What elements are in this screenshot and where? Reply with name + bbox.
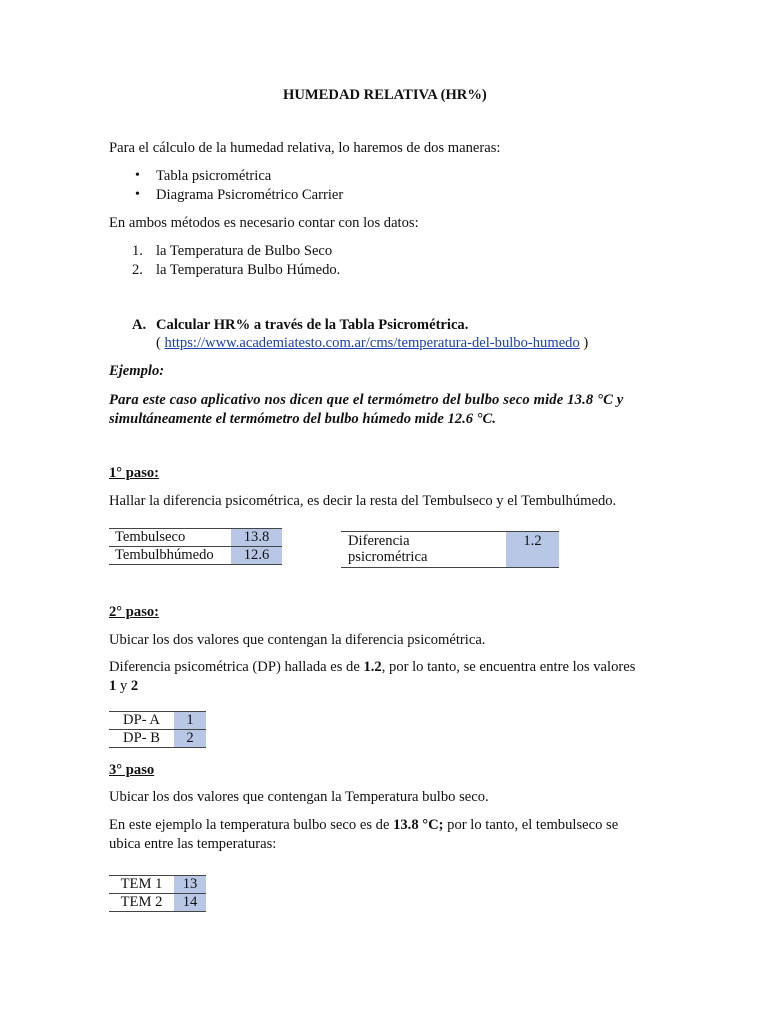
- table-value: 13.8: [231, 529, 282, 547]
- difference-table: [341, 531, 559, 568]
- step2-text: Ubicar los dos valores que contengan la diferencia psicométrica.: [109, 632, 486, 648]
- text-run: por lo tanto, el tembulseco se: [443, 817, 619, 833]
- list-item: la Temperatura Bulbo Húmedo.: [156, 262, 341, 278]
- example-text-line2: simultáneamente el termómetro del bulbo húmedo mide 12.6 °C.: [109, 411, 496, 427]
- table-row: [109, 547, 282, 565]
- text-run: , por lo tanto, se encuentra entre los valores: [381, 659, 636, 675]
- table-value: 14: [174, 894, 206, 912]
- step3-paragraph-line2: ubica entre las temperaturas:: [109, 836, 277, 852]
- list-number: 2.: [132, 262, 143, 278]
- step2-heading: 2° paso:: [109, 604, 160, 620]
- table-value: 1: [174, 712, 206, 730]
- difference-value: 1.2: [506, 532, 559, 567]
- section-letter: A.: [132, 317, 147, 333]
- bullet-icon: •: [135, 168, 140, 183]
- step3-heading: 3° paso: [109, 762, 155, 778]
- table-label: Tembulseco: [109, 529, 231, 547]
- table-value: 12.6: [231, 547, 282, 565]
- step3-text: Ubicar los dos valores que contengan la Temperatura bulbo seco.: [109, 789, 489, 805]
- source-link[interactable]: https://www.academiatesto.com.ar/cms/temperatura-del-bulbo-humedo: [164, 335, 580, 351]
- temp-value: 13.8 °C;: [393, 817, 444, 833]
- table-label: DP- A: [109, 712, 174, 730]
- bullet-item: Tabla psicrométrica: [156, 168, 272, 184]
- table-row: [109, 712, 206, 730]
- section-heading: Calcular HR% a través de la Tabla Psicrométrica.: [156, 317, 469, 333]
- difference-label-line2: psicrométrica: [348, 549, 428, 565]
- source-link-line: [156, 335, 588, 352]
- table-row: [109, 529, 282, 547]
- table-value: 13: [174, 876, 206, 894]
- intro-paragraph: Para el cálculo de la humedad relativa, lo haremos de dos maneras:: [109, 140, 501, 156]
- temperature-table: [109, 528, 282, 565]
- text-run: En este ejemplo la temperatura bulbo seco es de: [109, 817, 394, 833]
- value-a: 1: [109, 678, 117, 694]
- table-label: TEM 2: [109, 894, 174, 912]
- example-label: Ejemplo:: [109, 363, 165, 379]
- table-value: 2: [174, 730, 206, 748]
- list-number: 1.: [132, 243, 143, 259]
- example-text-line1: Para este caso aplicativo nos dicen que el termómetro del bulbo seco mide 13.8 °C y: [109, 392, 624, 408]
- table-row: [109, 876, 206, 894]
- step1-heading: 1° paso:: [109, 465, 160, 481]
- step2-paragraph-line2: [109, 678, 138, 695]
- text-run: Diferencia psicométrica (DP) hallada es de: [109, 659, 364, 675]
- list-item: la Temperatura de Bulbo Seco: [156, 243, 333, 259]
- difference-label: [348, 533, 427, 565]
- difference-label-line1: Diferencia: [348, 533, 410, 549]
- dp-table: [109, 711, 206, 748]
- page-title: HUMEDAD RELATIVA (HR%): [283, 87, 487, 103]
- table-label: TEM 1: [109, 876, 174, 894]
- dp-value: 1.2: [363, 659, 382, 675]
- table-label: Tembulbhúmedo: [109, 547, 231, 565]
- step3-paragraph-line1: [109, 817, 618, 834]
- data-intro: En ambos métodos es necesario contar con los datos:: [109, 215, 419, 231]
- step1-text: Hallar la diferencia psicométrica, es decir la resta del Tembulseco y el Tembulhúmedo.: [109, 493, 617, 509]
- table-label: DP- B: [109, 730, 174, 748]
- link-close-paren: ): [579, 335, 589, 351]
- text-run: y: [116, 678, 131, 694]
- table-row: [109, 894, 206, 912]
- step2-paragraph-line1: [109, 659, 635, 676]
- link-open-paren: (: [156, 335, 165, 351]
- bullet-item: Diagrama Psicrométrico Carrier: [156, 187, 344, 203]
- bullet-icon: •: [135, 187, 140, 202]
- temperature-range-table: [109, 875, 206, 912]
- table-row: [109, 730, 206, 748]
- value-b: 2: [130, 678, 139, 694]
